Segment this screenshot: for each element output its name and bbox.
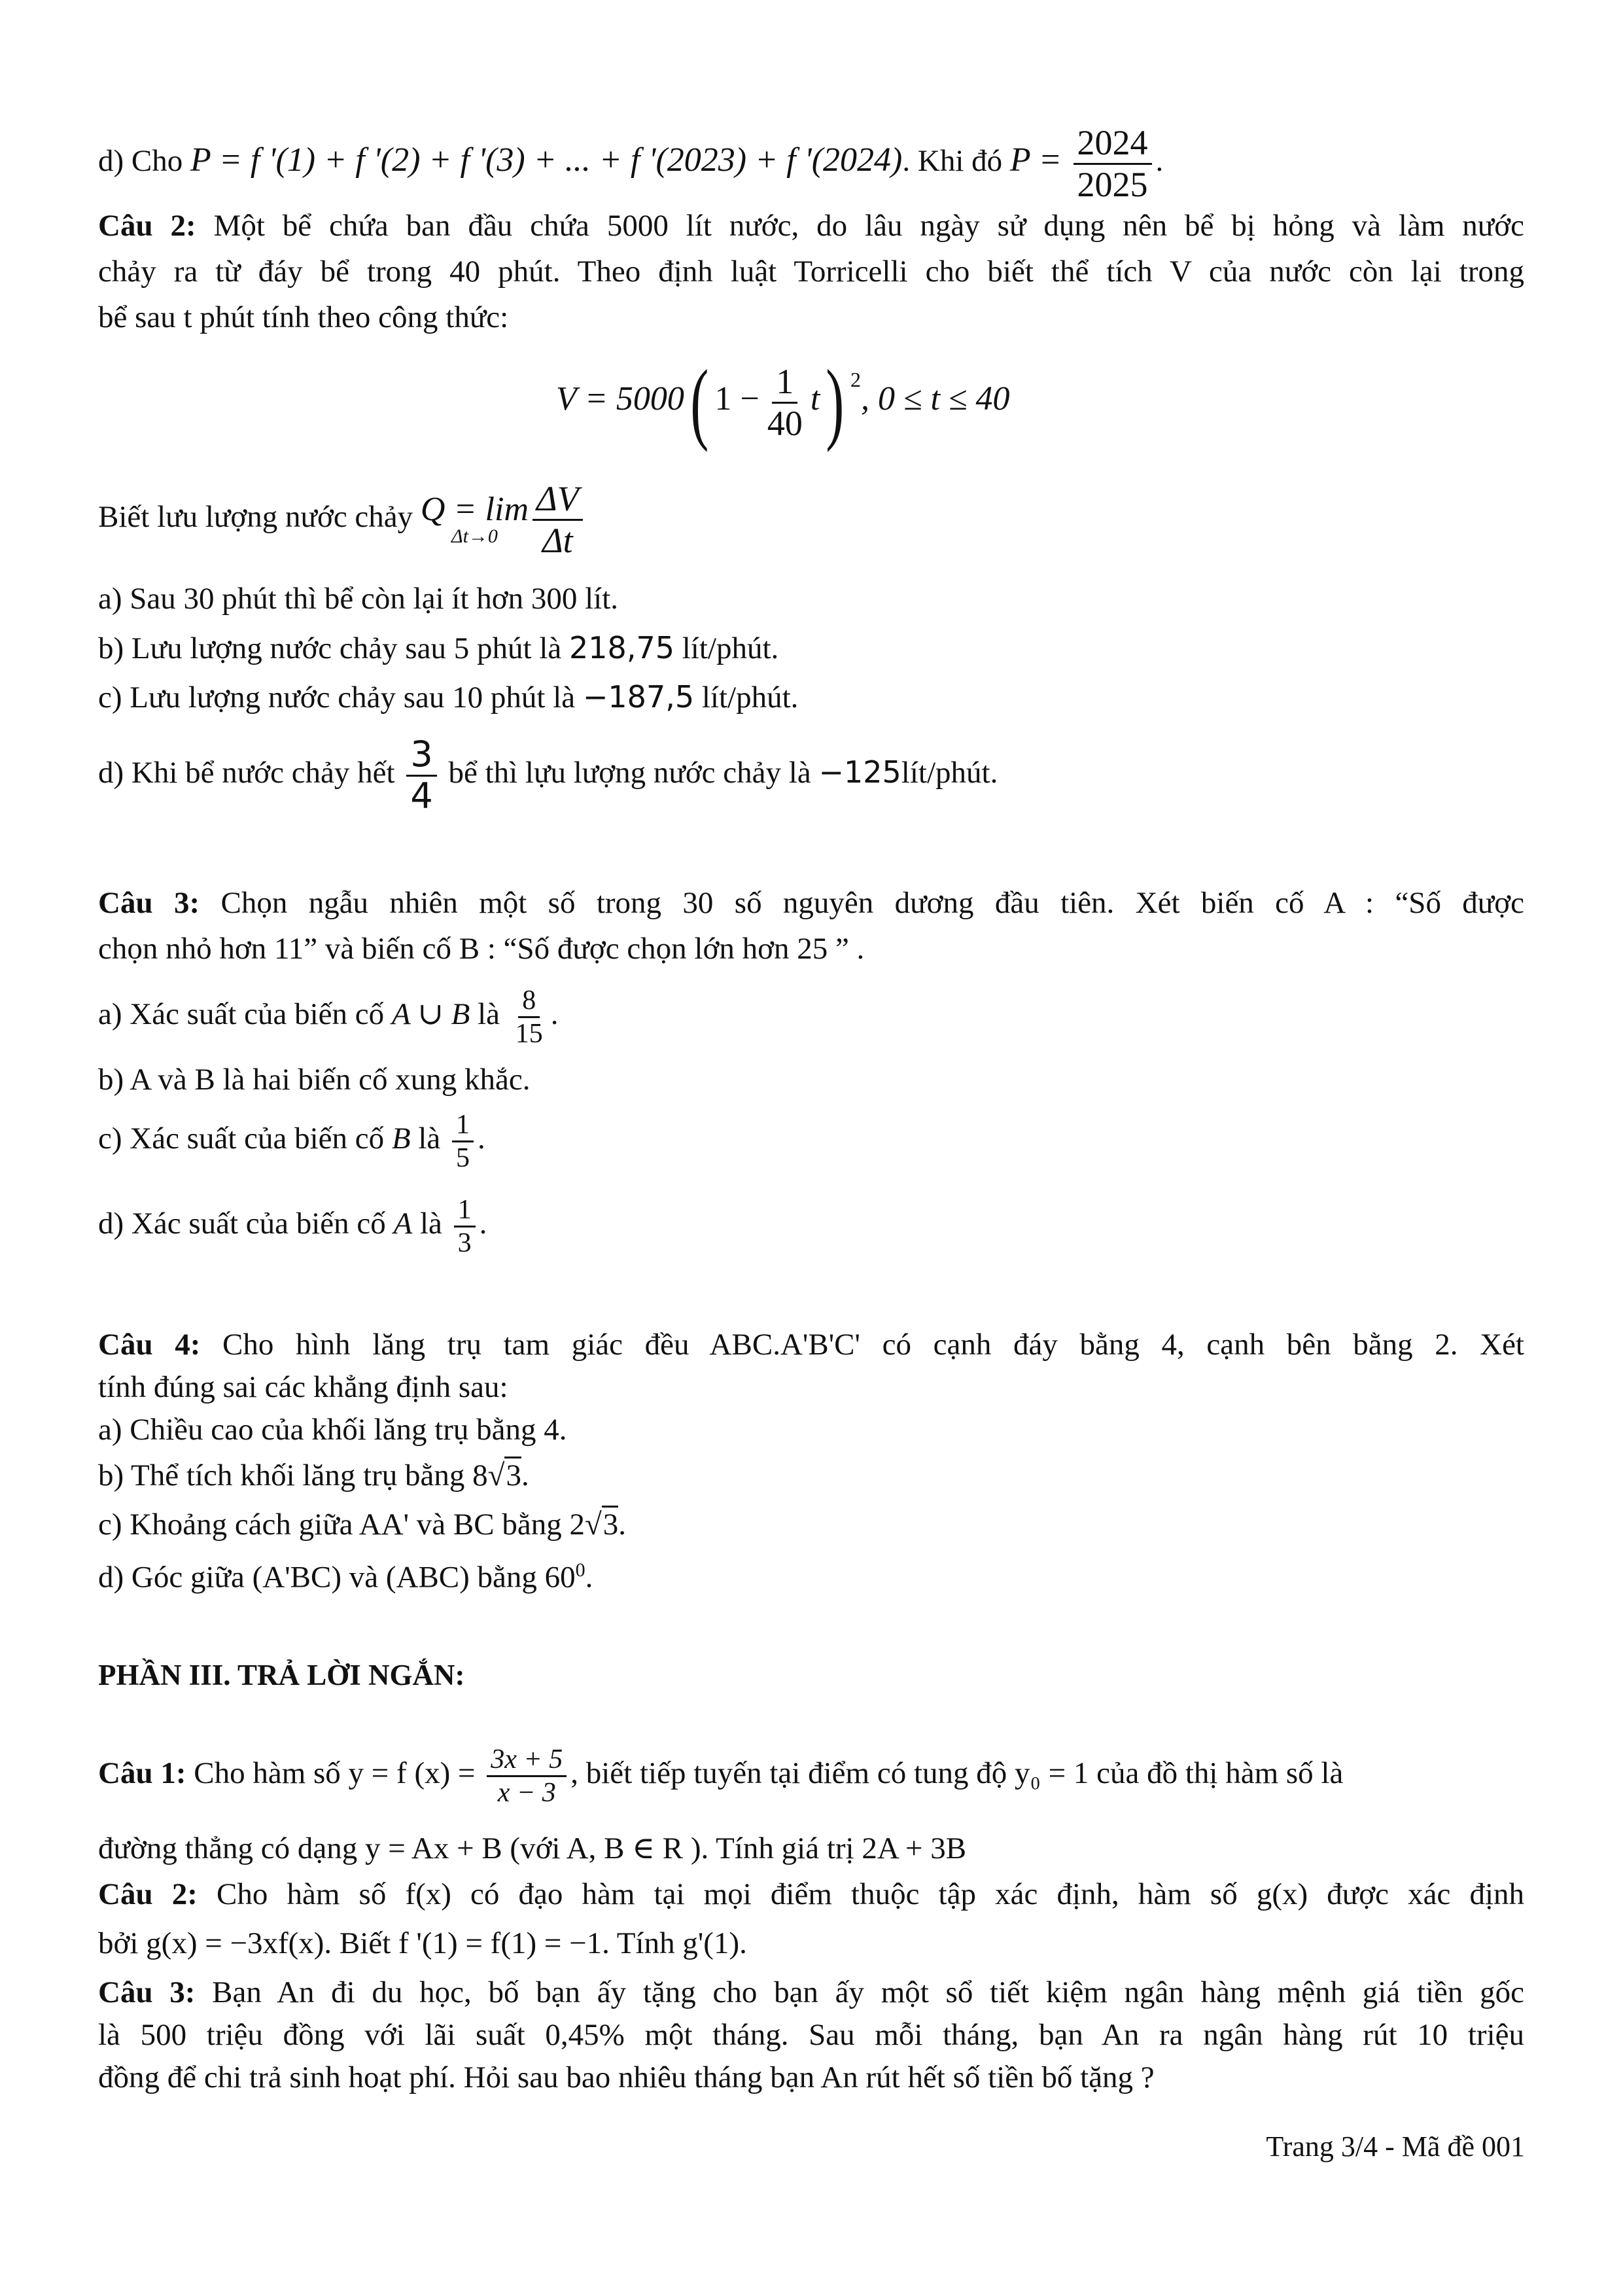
q3-c-fraction — [452, 1110, 474, 1173]
s2-text2: bởi g(x) = −3xf(x). Biết f '(1) = f(1) = −1. Tính g'(1). — [98, 1926, 747, 1960]
q2-formula-t: t — [810, 380, 820, 417]
q3-line2 — [98, 926, 864, 972]
q2-d-num: 3 — [406, 736, 436, 777]
s1-fraction — [487, 1745, 567, 1807]
q2-c-val: −187,5 — [582, 679, 695, 715]
s3-line1 — [98, 1969, 1524, 2015]
q2-formula-num: 1 — [772, 363, 797, 404]
q2-d-mid: bể thì lựu lượng nước chảy là — [440, 756, 819, 790]
q2-flow-fraction — [532, 480, 583, 559]
q2-c — [98, 674, 798, 720]
q1d-line: d) Cho P = f '(1) + f '(2) + f '(3) + ... + f '(2023) + f '(2024). Khi đó P = $\frac{2024}{2025}$ . — [98, 123, 1164, 204]
q2-formula-range: , 0 ≤ t ≤ 40 — [860, 380, 1010, 417]
q2-line3 — [98, 294, 508, 340]
q2-c-post: lít/phút. — [694, 680, 799, 715]
q2-d-den: 4 — [410, 775, 433, 817]
s3-line2 — [98, 2012, 1524, 2058]
q4-b-root: 3 — [504, 1457, 521, 1492]
q2-formula-fraction — [763, 363, 807, 442]
q4-d-pre: d) Góc giữa (A'BC) và (ABC) bằng 60 — [98, 1560, 576, 1595]
q3-c-mid: là — [410, 1122, 449, 1156]
page-footer: Trang 3/4 - Mã đề 001 — [1266, 2130, 1525, 2163]
s2-label: Câu 2: — [98, 1877, 198, 1911]
q2-label: Câu 2: — [98, 209, 196, 243]
q2-b-pre: b) Lưu lượng nước chảy sau 5 phút là — [98, 631, 570, 665]
q2-formula-den: 40 — [767, 403, 803, 443]
q3-c-num: 1 — [452, 1110, 474, 1142]
q2-b — [98, 625, 778, 671]
s1-line1 — [98, 1734, 1343, 1812]
q4-b: b) Thể tích khối lăng trụ bằng 8√3. — [98, 1453, 529, 1498]
q4-a — [98, 1407, 567, 1453]
q3-text2: chọn nhỏ hơn 11” và biến cố B : “Số được chọn lớn hơn 25 ” . — [98, 932, 865, 966]
part3-title-text: PHẦN III. TRẢ LỜI NGẮN: — [98, 1659, 465, 1691]
s2-text1: Cho hàm số f(x) có đạo hàm tại mọi điểm thuộc tập xác định, hàm số g(x) được xác định — [197, 1877, 1525, 1911]
q2-a-text: a) Sau 30 phút thì bể còn lại ít hơn 300 lít. — [98, 582, 619, 616]
q4-text2: tính đúng sai các khẳng định sau: — [98, 1370, 508, 1404]
q4-d-post: . — [585, 1560, 593, 1595]
q3-line1 — [98, 880, 1524, 926]
q2-formula-lhs: V = 5000 — [556, 380, 684, 417]
q3-label: Câu 3: — [98, 886, 200, 920]
q3-d-var: A — [393, 1207, 413, 1241]
q2-line1 — [98, 203, 1524, 249]
q2-b-post: lít/phút. — [674, 631, 779, 665]
q2-flow-num: ΔV — [532, 480, 583, 521]
q3-a-fraction — [512, 986, 547, 1048]
q4-c-pre: c) Khoảng cách giữa AA' và BC bằng 2 — [98, 1508, 585, 1542]
s1-pre: Cho hàm số y = f (x) = — [186, 1756, 483, 1790]
q3-a-mid: là — [470, 997, 508, 1031]
q3-a-den: 15 — [515, 1018, 543, 1049]
s1-line2 — [98, 1826, 966, 1871]
q1d-mid: . Khi đó — [902, 143, 1010, 178]
s1-text2: đường thẳng có dạng y = Ax + B (với A, B ∈ R ). Tính giá trị 2A + 3B — [98, 1831, 967, 1865]
q2-d-pre: d) Khi bể nước chảy hết — [98, 756, 403, 790]
q4-label: Câu 4: — [98, 1328, 201, 1362]
q2-flow-prefix: Biết lưu lượng nước chảy — [98, 500, 421, 534]
q2-formula-exp: 2 — [850, 368, 861, 391]
q2-flow-sub: Δt→0 — [451, 525, 498, 548]
right-paren: ) — [826, 351, 845, 453]
q3-c-var: B — [391, 1122, 411, 1156]
q3-d-num: 1 — [454, 1195, 476, 1227]
q3-c-den: 5 — [456, 1142, 470, 1173]
q2-text1: Một bể chứa ban đầu chứa 5000 lít nước, do lâu ngày sử dụng nên bể bị hỏng và làm nước — [196, 209, 1524, 243]
s1-post: , biết tiếp tuyến tại điểm có tung độ y₀ = 1 của đồ thị hàm số là — [570, 1756, 1344, 1790]
q2-text3: bể sau t phút tính theo công thức: — [98, 300, 509, 334]
q2-flow-den: Δt — [542, 520, 573, 560]
q4-d — [98, 1547, 593, 1600]
s3-label: Câu 3: — [98, 1975, 196, 2009]
s1-label: Câu 1: — [98, 1756, 186, 1790]
q2-formula-one: 1 − — [714, 380, 759, 417]
q3-c: c) Xác suất của biến cố B là $\frac{1}{5}$ . — [98, 1109, 485, 1173]
s2-line2 — [98, 1920, 747, 1966]
q4-b-post: . — [521, 1458, 529, 1492]
q1d-formula: P = f '(1) + f '(2) + f '(3) + ... + f '(2023) + f '(2024) — [190, 141, 903, 179]
q3-a-expr: A ∪ B — [391, 997, 470, 1031]
q3-b-text: b) A và B là hai biến cố xung khắc. — [98, 1063, 531, 1097]
q4-a-text: a) Chiều cao của khối lăng trụ bằng 4. — [98, 1413, 567, 1447]
q2-flow — [98, 478, 587, 559]
q3-a-num: 8 — [518, 986, 540, 1018]
s1-num: 3x + 5 — [487, 1745, 567, 1777]
q2-d — [98, 730, 998, 815]
q4-c-post: . — [618, 1508, 627, 1542]
q2-line2 — [98, 249, 1524, 294]
q3-d: d) Xác suất của biến cố A là $\frac{1}{3}$ . — [98, 1194, 487, 1258]
q2-b-val: 218,75 — [569, 630, 674, 665]
q1d-den: 2025 — [1077, 164, 1148, 204]
q3-c-pre: c) Xác suất của biến cố — [98, 1122, 392, 1156]
q4-c-root: 3 — [602, 1506, 619, 1542]
s3-line3 — [98, 2055, 1155, 2100]
q4-line2 — [98, 1364, 508, 1410]
s1-den: x − 3 — [497, 1777, 556, 1808]
q1d-p: P = — [1009, 141, 1062, 179]
s2-line1 — [98, 1871, 1524, 1917]
q3-d-fraction — [454, 1195, 476, 1258]
s3-text3: đồng để chi trả sinh hoạt phí. Hỏi sau bao nhiêu tháng bạn An rút hết số tiền bố tặng ? — [98, 2060, 1155, 2094]
q4-b-pre: b) Thể tích khối lăng trụ bằng 8 — [98, 1458, 488, 1492]
q1d-fraction — [1073, 124, 1152, 203]
q3-text1: Chọn ngẫu nhiên một số trong 30 số nguyên dương đầu tiên. Xét biến cố A : “Số được — [200, 886, 1524, 920]
q2-d-val: −125 — [818, 754, 901, 790]
q4-c: c) Khoảng cách giữa AA' và BC bằng 2√3. — [98, 1502, 626, 1547]
q3-d-mid: là — [412, 1207, 450, 1241]
q3-b — [98, 1057, 530, 1103]
q1d-num: 2024 — [1073, 124, 1152, 165]
part3-title — [98, 1652, 464, 1698]
q2-d-fraction — [406, 733, 436, 817]
left-paren: ( — [690, 351, 709, 453]
q2-a — [98, 576, 618, 622]
q2-flow-q: Q = lim — [420, 491, 529, 529]
q4-text1: Cho hình lăng trụ tam giác đều ABC.A'B'C' có cạnh đáy bằng 4, cạnh bên bằng 2. Xét — [200, 1328, 1524, 1362]
q2-d-post: lít/phút. — [901, 756, 998, 790]
q3-a-pre: a) Xác suất của biến cố — [98, 997, 392, 1031]
q2-text2: chảy ra từ đáy bể trong 40 phút. Theo định luật Torricelli cho biết thể tích V của nước còn lại trong — [98, 255, 1524, 289]
q3-d-den: 3 — [457, 1227, 472, 1258]
s3-text2: là 500 triệu đồng với lãi suất 0,45% một tháng. Sau mỗi tháng, bạn An ra ngân hàng rút 10 triệu — [98, 2018, 1524, 2052]
q3-d-pre: d) Xác suất của biến cố — [98, 1207, 394, 1241]
s3-text1: Bạn An đi du học, bố bạn ấy tặng cho bạn ấy một sổ tiết kiệm ngân hàng mệnh giá tiền gốc — [195, 1975, 1524, 2009]
q3-a: a) Xác suất của biến cố A ∪ B là $\frac{8}{15}$ . — [98, 985, 559, 1049]
q4-d-sup: 0 — [575, 1559, 585, 1581]
q2-formula — [556, 351, 1010, 453]
q2-c-pre: c) Lưu lượng nước chảy sau 10 phút là — [98, 680, 583, 715]
q2-flow-lim — [421, 493, 529, 546]
q4-line1 — [98, 1322, 1524, 1368]
q1d-prefix: d) Cho — [98, 143, 190, 178]
